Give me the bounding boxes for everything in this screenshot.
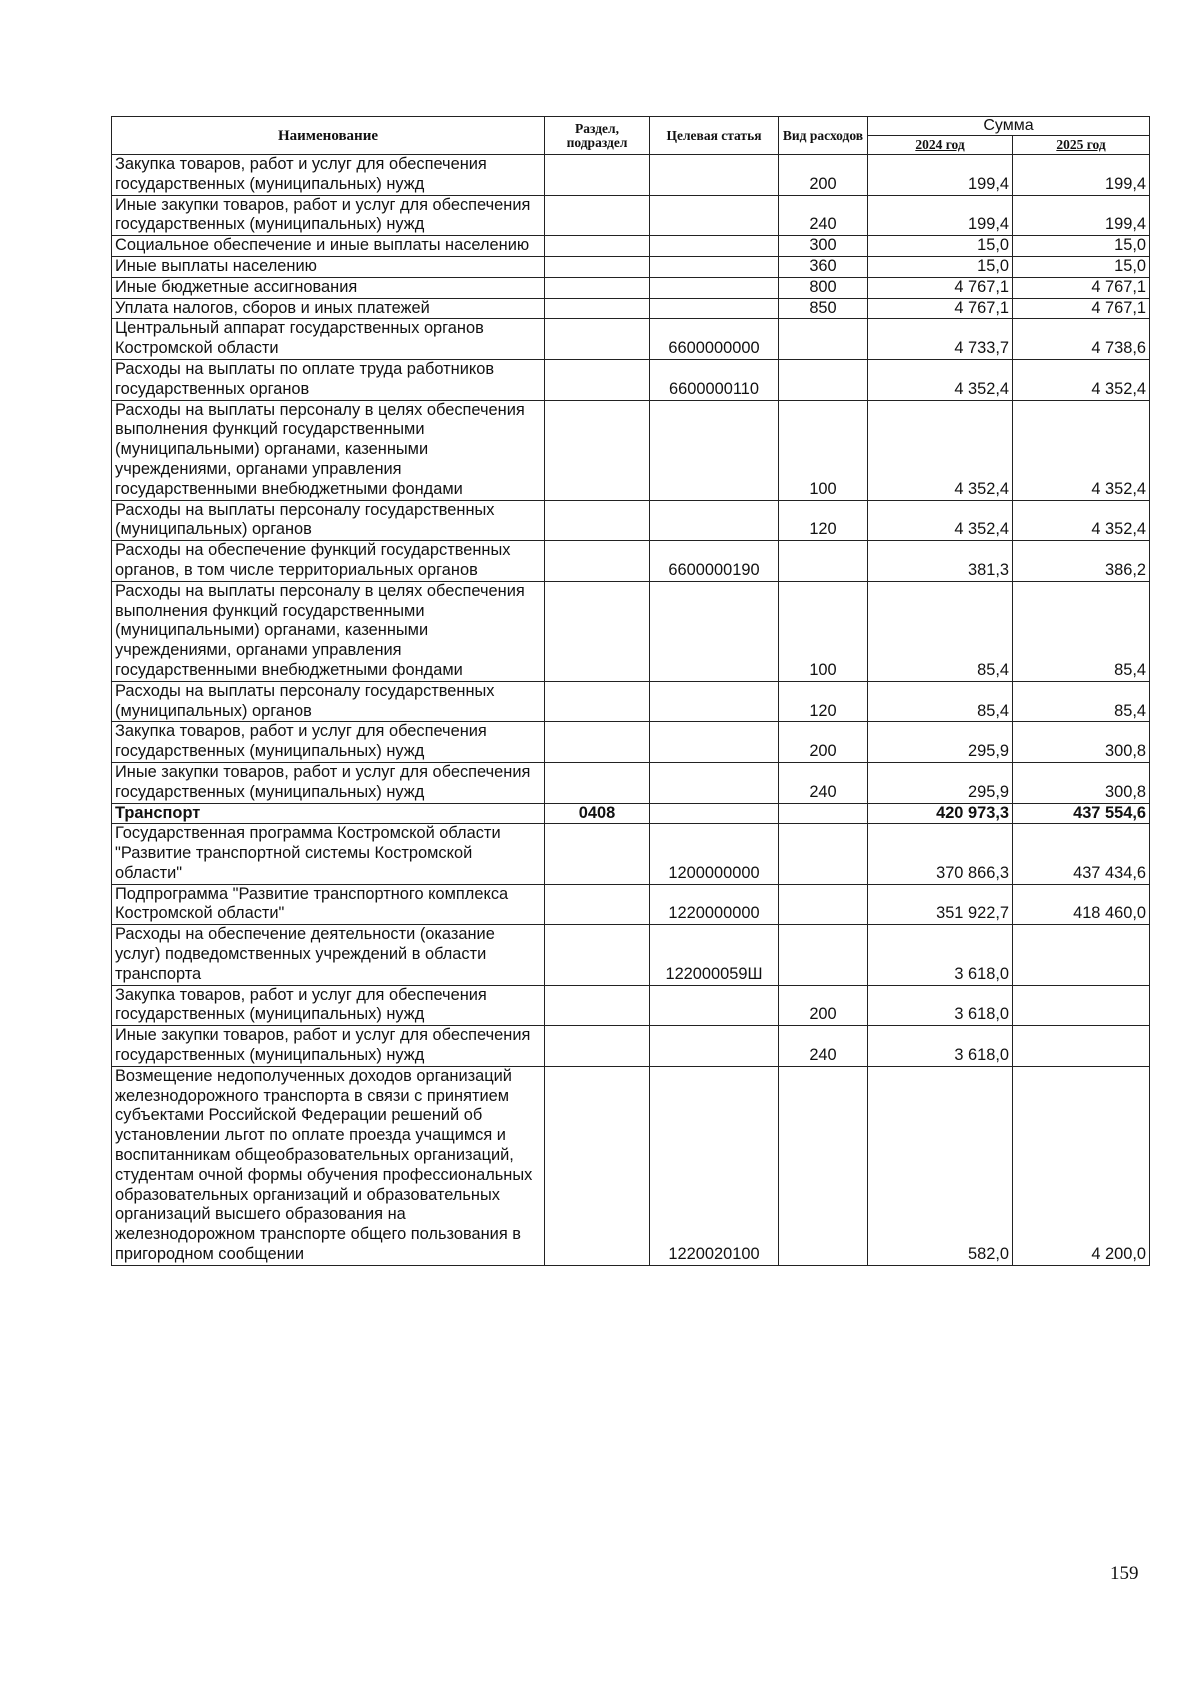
- cell-2025: 418 460,0: [1013, 884, 1150, 925]
- cell-article: [650, 681, 779, 722]
- cell-2025: 4 352,4: [1013, 359, 1150, 400]
- cell-article: 122000059Ш: [650, 925, 779, 985]
- cell-2025: 15,0: [1013, 236, 1150, 257]
- cell-kind: 100: [779, 581, 868, 681]
- cell-name: Закупка товаров, работ и услуг для обеспечения государственных (муниципальных) нужд: [112, 155, 545, 196]
- cell-2025: 386,2: [1013, 541, 1150, 582]
- cell-name: Подпрограмма "Развитие транспортного комплекса Костромской области": [112, 884, 545, 925]
- cell-2025: 4 767,1: [1013, 277, 1150, 298]
- cell-2025: 199,4: [1013, 195, 1150, 236]
- table-row: [112, 298, 1150, 319]
- cell-2025: 15,0: [1013, 256, 1150, 277]
- table-row: [112, 277, 1150, 298]
- cell-section: [545, 359, 650, 400]
- cell-section: [545, 925, 650, 985]
- cell-article: 1220020100: [650, 1066, 779, 1265]
- cell-2025: 300,8: [1013, 762, 1150, 803]
- cell-name: Возмещение недополученных доходов организаций железнодорожного транспорта в связи с принятием субъектами Российской Федерации решений об установлении льгот по оплате проезда учащимся и воспитанникам общеобразовательных организаций, студентам очной формы обучения профессиональных образовательных организаций и образовательных организаций высшего образования на железнодорожном транспорте общего пользования в пригородном сообщении: [112, 1066, 545, 1265]
- cell-2025: 4 200,0: [1013, 1066, 1150, 1265]
- table-row: [112, 236, 1150, 257]
- header-section: Раздел, подраздел: [545, 117, 650, 155]
- cell-kind: [779, 319, 868, 360]
- cell-name: Закупка товаров, работ и услуг для обеспечения государственных (муниципальных) нужд: [112, 722, 545, 763]
- cell-article: [650, 500, 779, 541]
- cell-kind: 120: [779, 681, 868, 722]
- cell-name: Иные бюджетные ассигнования: [112, 277, 545, 298]
- cell-name: Расходы на выплаты персоналу государственных (муниципальных) органов: [112, 681, 545, 722]
- table-row: [112, 195, 1150, 236]
- cell-2025: [1013, 985, 1150, 1026]
- cell-name: Центральный аппарат государственных органов Костромской области: [112, 319, 545, 360]
- table-row: [112, 884, 1150, 925]
- cell-2024: 199,4: [868, 155, 1013, 196]
- cell-2024: 15,0: [868, 236, 1013, 257]
- cell-2024: 4 352,4: [868, 400, 1013, 500]
- cell-name: Иные закупки товаров, работ и услуг для обеспечения государственных (муниципальных) нужд: [112, 1026, 545, 1067]
- header-kind: Вид расходов: [779, 117, 868, 155]
- table-row: [112, 500, 1150, 541]
- cell-section: [545, 400, 650, 500]
- cell-kind: 120: [779, 500, 868, 541]
- cell-2025: 300,8: [1013, 722, 1150, 763]
- cell-2024: 4 767,1: [868, 298, 1013, 319]
- cell-kind: 800: [779, 277, 868, 298]
- cell-name: Уплата налогов, сборов и иных платежей: [112, 298, 545, 319]
- cell-kind: [779, 359, 868, 400]
- header-sum: Сумма: [868, 117, 1150, 136]
- cell-section: [545, 1026, 650, 1067]
- table-row: [112, 824, 1150, 884]
- cell-kind: 100: [779, 400, 868, 500]
- cell-2025: 85,4: [1013, 681, 1150, 722]
- cell-section: [545, 762, 650, 803]
- cell-name: Закупка товаров, работ и услуг для обеспечения государственных (муниципальных) нужд: [112, 985, 545, 1026]
- cell-2024: 4 767,1: [868, 277, 1013, 298]
- cell-2024: 3 618,0: [868, 985, 1013, 1026]
- cell-2024: 420 973,3: [868, 803, 1013, 824]
- cell-article: 1220000000: [650, 884, 779, 925]
- cell-name: Расходы на выплаты персоналу в целях обеспечения выполнения функций государственными (муниципальными) органами, казенными учреждениями, органами управления государственными внебюджетными фондами: [112, 581, 545, 681]
- table-row: [112, 155, 1150, 196]
- cell-article: [650, 277, 779, 298]
- cell-2024: 199,4: [868, 195, 1013, 236]
- table-row: [112, 762, 1150, 803]
- cell-article: [650, 256, 779, 277]
- cell-article: 1200000000: [650, 824, 779, 884]
- cell-section: [545, 155, 650, 196]
- cell-kind: [779, 541, 868, 582]
- cell-article: [650, 722, 779, 763]
- cell-2024: 4 733,7: [868, 319, 1013, 360]
- header-article: Целевая статья: [650, 117, 779, 155]
- cell-section: [545, 319, 650, 360]
- cell-2025: 4 352,4: [1013, 400, 1150, 500]
- cell-article: [650, 400, 779, 500]
- cell-kind: 300: [779, 236, 868, 257]
- table-header: [112, 117, 1150, 155]
- cell-2024: 370 866,3: [868, 824, 1013, 884]
- cell-article: 6600000110: [650, 359, 779, 400]
- cell-article: [650, 298, 779, 319]
- cell-2024: 15,0: [868, 256, 1013, 277]
- header-name: Наименование: [112, 117, 545, 155]
- cell-section: [545, 722, 650, 763]
- cell-kind: [779, 925, 868, 985]
- table-row: [112, 985, 1150, 1026]
- budget-table: [111, 116, 1150, 1266]
- table-row: [112, 359, 1150, 400]
- table-row: [112, 925, 1150, 985]
- cell-2024: 85,4: [868, 681, 1013, 722]
- cell-section: [545, 985, 650, 1026]
- cell-2025: [1013, 925, 1150, 985]
- page-number: 159: [1110, 1563, 1139, 1584]
- cell-kind: 240: [779, 762, 868, 803]
- table-row: [112, 400, 1150, 500]
- cell-2024: 351 922,7: [868, 884, 1013, 925]
- cell-2025: 85,4: [1013, 581, 1150, 681]
- cell-name: Транспорт: [112, 803, 545, 824]
- cell-2025: 4 767,1: [1013, 298, 1150, 319]
- cell-article: [650, 155, 779, 196]
- table-row: [112, 722, 1150, 763]
- cell-section: [545, 884, 650, 925]
- cell-kind: [779, 1066, 868, 1265]
- cell-kind: 240: [779, 1026, 868, 1067]
- cell-name: Расходы на обеспечение деятельности (оказание услуг) подведомственных учреждений в области транспорта: [112, 925, 545, 985]
- cell-section: 0408: [545, 803, 650, 824]
- table-row: [112, 1026, 1150, 1067]
- cell-section: [545, 1066, 650, 1265]
- cell-section: [545, 277, 650, 298]
- cell-article: [650, 762, 779, 803]
- cell-2024: 4 352,4: [868, 359, 1013, 400]
- cell-article: [650, 1026, 779, 1067]
- header-year-2024: 2024 год: [868, 136, 1013, 155]
- cell-2024: 381,3: [868, 541, 1013, 582]
- cell-name: Государственная программа Костромской области "Развитие транспортной системы Костромской области": [112, 824, 545, 884]
- table-row: [112, 681, 1150, 722]
- table-row: [112, 581, 1150, 681]
- cell-kind: 200: [779, 722, 868, 763]
- cell-kind: [779, 803, 868, 824]
- cell-2024: 4 352,4: [868, 500, 1013, 541]
- cell-article: [650, 803, 779, 824]
- table-row: [112, 803, 1150, 824]
- cell-2024: 295,9: [868, 762, 1013, 803]
- table-row: [112, 1066, 1150, 1265]
- cell-section: [545, 541, 650, 582]
- cell-2024: 3 618,0: [868, 925, 1013, 985]
- header-year-2025: 2025 год: [1013, 136, 1150, 155]
- cell-article: [650, 985, 779, 1026]
- cell-article: 6600000190: [650, 541, 779, 582]
- cell-kind: 360: [779, 256, 868, 277]
- cell-2025: 437 554,6: [1013, 803, 1150, 824]
- cell-section: [545, 236, 650, 257]
- cell-section: [545, 298, 650, 319]
- cell-article: 6600000000: [650, 319, 779, 360]
- cell-2025: 4 352,4: [1013, 500, 1150, 541]
- table-row: [112, 319, 1150, 360]
- cell-section: [545, 581, 650, 681]
- cell-section: [545, 195, 650, 236]
- cell-2025: 199,4: [1013, 155, 1150, 196]
- cell-name: Иные закупки товаров, работ и услуг для обеспечения государственных (муниципальных) нужд: [112, 195, 545, 236]
- cell-kind: [779, 824, 868, 884]
- cell-article: [650, 236, 779, 257]
- cell-section: [545, 500, 650, 541]
- cell-article: [650, 195, 779, 236]
- cell-kind: 200: [779, 155, 868, 196]
- table-body: [112, 155, 1150, 1266]
- table-row: [112, 256, 1150, 277]
- cell-name: Социальное обеспечение и иные выплаты населению: [112, 236, 545, 257]
- cell-kind: [779, 884, 868, 925]
- cell-section: [545, 681, 650, 722]
- cell-section: [545, 256, 650, 277]
- cell-section: [545, 824, 650, 884]
- cell-name: Расходы на выплаты персоналу в целях обеспечения выполнения функций государственными (муниципальными) органами, казенными учреждениями, органами управления государственными внебюджетными фондами: [112, 400, 545, 500]
- cell-name: Расходы на выплаты по оплате труда работников государственных органов: [112, 359, 545, 400]
- cell-kind: 240: [779, 195, 868, 236]
- cell-2025: 437 434,6: [1013, 824, 1150, 884]
- cell-name: Иные закупки товаров, работ и услуг для обеспечения государственных (муниципальных) нужд: [112, 762, 545, 803]
- cell-2024: 85,4: [868, 581, 1013, 681]
- cell-kind: 850: [779, 298, 868, 319]
- cell-kind: 200: [779, 985, 868, 1026]
- cell-name: Расходы на выплаты персоналу государственных (муниципальных) органов: [112, 500, 545, 541]
- cell-name: Расходы на обеспечение функций государственных органов, в том числе территориальных органов: [112, 541, 545, 582]
- cell-2024: 582,0: [868, 1066, 1013, 1265]
- cell-2024: 3 618,0: [868, 1026, 1013, 1067]
- cell-2025: [1013, 1026, 1150, 1067]
- table-row: [112, 541, 1150, 582]
- cell-name: Иные выплаты населению: [112, 256, 545, 277]
- cell-2024: 295,9: [868, 722, 1013, 763]
- cell-article: [650, 581, 779, 681]
- cell-2025: 4 738,6: [1013, 319, 1150, 360]
